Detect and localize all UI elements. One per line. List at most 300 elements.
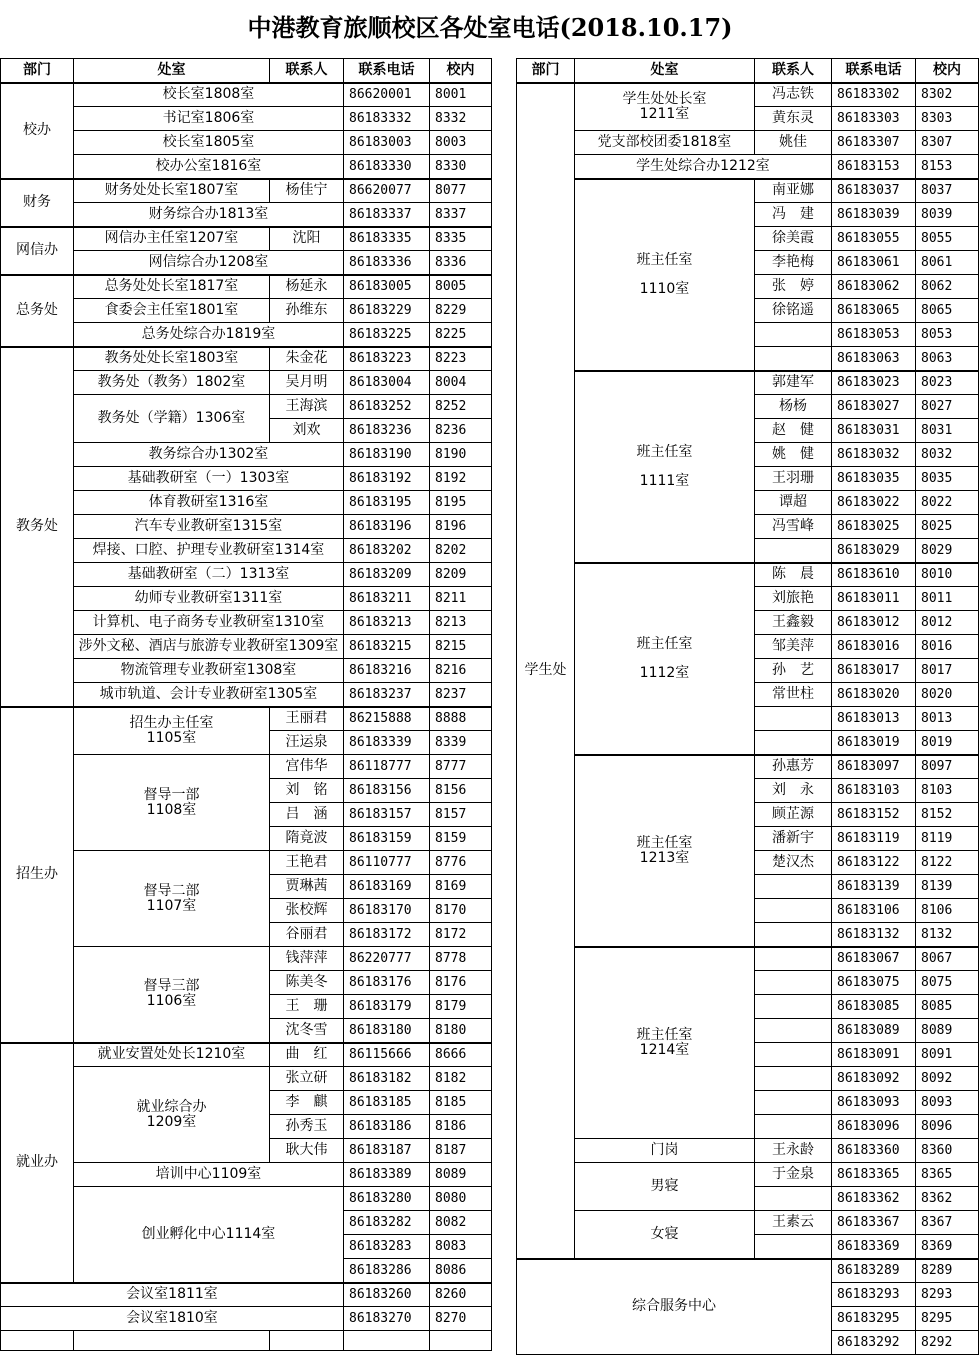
phone-number: 86183093 xyxy=(832,1091,916,1115)
office-cell xyxy=(575,563,755,755)
office-room-line: 1112室 xyxy=(639,664,690,681)
table-row xyxy=(517,1139,979,1163)
extension-number: 8211 xyxy=(430,587,492,611)
office-cell: 网信综合办1208室 xyxy=(74,251,344,275)
office-name-line: 班主任室 xyxy=(636,443,693,460)
contact-person: 孙惠芳 xyxy=(755,755,832,779)
column-header: 联系人 xyxy=(270,59,344,83)
extension-number: 8016 xyxy=(916,635,979,659)
phone-number: 86183055 xyxy=(832,227,916,251)
extension-number: 8003 xyxy=(430,131,492,155)
extension-number: 8215 xyxy=(430,635,492,659)
office-cell: 涉外文秘、酒店与旅游专业教研室1309室 xyxy=(74,635,344,659)
phone-number: 86183332 xyxy=(344,107,430,131)
extension-number: 8004 xyxy=(430,371,492,395)
office-cell: 男寝 xyxy=(575,1163,755,1211)
office-cell xyxy=(74,947,270,1043)
contact-person: 张立研 xyxy=(270,1067,344,1091)
office-cell: 校长室1805室 xyxy=(74,131,344,155)
office-cell: 幼师专业教研室1311室 xyxy=(74,587,344,611)
office-cell: 计算机、电子商务专业教研室1310室 xyxy=(74,611,344,635)
table-row xyxy=(1,707,492,731)
extension-number: 8176 xyxy=(430,971,492,995)
table-row xyxy=(1,947,492,971)
contact-person xyxy=(755,1067,832,1091)
office-cell: 财务处处长室1807室 xyxy=(74,179,270,203)
right-directory-table xyxy=(516,58,979,1355)
extension-number: 8065 xyxy=(916,299,979,323)
office-room-line: 1213室 xyxy=(639,849,690,866)
column-header: 校内 xyxy=(916,59,979,83)
table-row xyxy=(1,1187,492,1211)
phone-number: 86118777 xyxy=(344,755,430,779)
phone-number: 86183157 xyxy=(344,803,430,827)
phone-number: 86183182 xyxy=(344,1067,430,1091)
contact-person xyxy=(755,923,832,947)
contact-person: 王素云 xyxy=(755,1211,832,1235)
phone-number: 86183280 xyxy=(344,1187,430,1211)
phone-number: 86183169 xyxy=(344,875,430,899)
phone-number: 86183172 xyxy=(344,923,430,947)
contact-person: 姚 健 xyxy=(755,443,832,467)
phone-number: 86183103 xyxy=(832,779,916,803)
extension-number: 8307 xyxy=(916,131,979,155)
phone-number: 86183012 xyxy=(832,611,916,635)
extension-number: 8202 xyxy=(430,539,492,563)
phone-number: 86183362 xyxy=(832,1187,916,1211)
table-row xyxy=(1,683,492,707)
table-row xyxy=(1,59,492,83)
office-room-line: 1211室 xyxy=(639,105,690,122)
extension-number: 8032 xyxy=(916,443,979,467)
extension-number: 8132 xyxy=(916,923,979,947)
extension-number: 8092 xyxy=(916,1067,979,1091)
extension-number: 8295 xyxy=(916,1307,979,1331)
extension-number: 8085 xyxy=(916,995,979,1019)
department-cell: 学生处 xyxy=(517,83,575,1259)
office-cell: 体育教研室1316室 xyxy=(74,491,344,515)
department-cell: 教务处 xyxy=(1,347,74,707)
extension-number: 8260 xyxy=(430,1283,492,1307)
phone-number: 86183336 xyxy=(344,251,430,275)
table-row xyxy=(1,251,492,275)
contact-person xyxy=(755,1187,832,1211)
phone-number: 86183170 xyxy=(344,899,430,923)
table-row xyxy=(1,587,492,611)
phone-number: 86183223 xyxy=(344,347,430,371)
phone-number: 86183185 xyxy=(344,1091,430,1115)
contact-person: 宫伟华 xyxy=(270,755,344,779)
phone-number: 86183339 xyxy=(344,731,430,755)
office-cell: 教务处处长室1803室 xyxy=(74,347,270,371)
phone-number: 86183004 xyxy=(344,371,430,395)
table-row xyxy=(1,83,492,107)
extension-number: 8089 xyxy=(916,1019,979,1043)
contact-person: 郭建军 xyxy=(755,371,832,395)
phone-number: 86183065 xyxy=(832,299,916,323)
contact-person: 王艳君 xyxy=(270,851,344,875)
phone-number: 86183337 xyxy=(344,203,430,227)
phone-number: 86183013 xyxy=(832,707,916,731)
phone-number: 86183195 xyxy=(344,491,430,515)
extension-number: 8216 xyxy=(430,659,492,683)
phone-number: 86183190 xyxy=(344,443,430,467)
office-cell: 总务处综合办1819室 xyxy=(74,323,344,347)
extension-number: 8270 xyxy=(430,1307,492,1331)
table-row xyxy=(517,1163,979,1187)
phone-number: 86183213 xyxy=(344,611,430,635)
contact-person: 吴月明 xyxy=(270,371,344,395)
table-row xyxy=(1,611,492,635)
extension-number: 8330 xyxy=(430,155,492,179)
contact-person: 冯志铁 xyxy=(755,83,832,107)
column-header: 部门 xyxy=(517,59,575,83)
column-header: 联系人 xyxy=(755,59,832,83)
phone-number: 86183156 xyxy=(344,779,430,803)
extension-number: 8182 xyxy=(430,1067,492,1091)
phone-number: 86183031 xyxy=(832,419,916,443)
extension-number: 8666 xyxy=(430,1043,492,1067)
office-name-line: 督导一部 xyxy=(143,786,200,803)
contact-person: 王 珊 xyxy=(270,995,344,1019)
extension-number: 8017 xyxy=(916,659,979,683)
phone-number: 86183020 xyxy=(832,683,916,707)
extension-number: 8362 xyxy=(916,1187,979,1211)
extension-number: 8332 xyxy=(430,107,492,131)
phone-number: 86620001 xyxy=(344,83,430,107)
office-room-line: 1108室 xyxy=(146,801,197,818)
extension-number: 8369 xyxy=(916,1235,979,1259)
extension-number: 8156 xyxy=(430,779,492,803)
contact-person: 王永龄 xyxy=(755,1139,832,1163)
extension-number: 8010 xyxy=(916,563,979,587)
contact-person xyxy=(755,1019,832,1043)
office-name-line: 督导三部 xyxy=(143,978,200,995)
table-row xyxy=(1,443,492,467)
office-name-line: 督导二部 xyxy=(143,882,200,899)
contact-person: 黄东灵 xyxy=(755,107,832,131)
office-cell xyxy=(74,851,270,947)
extension-number: 8336 xyxy=(430,251,492,275)
office-name-line: 班主任室 xyxy=(636,251,693,268)
contact-person: 耿大伟 xyxy=(270,1139,344,1163)
phone-number: 86183216 xyxy=(344,659,430,683)
contact-person: 刘欢 xyxy=(270,419,344,443)
office-cell: 学生处综合办1212室 xyxy=(575,155,832,179)
table-row xyxy=(517,947,979,971)
office-cell: 食委会主任室1801室 xyxy=(74,299,270,323)
table-row xyxy=(1,467,492,491)
extension-number: 8229 xyxy=(430,299,492,323)
phone-number: 86215888 xyxy=(344,707,430,731)
extension-number: 8339 xyxy=(430,731,492,755)
extension-number: 8091 xyxy=(916,1043,979,1067)
extension-number: 8053 xyxy=(916,323,979,347)
phone-number: 86183032 xyxy=(832,443,916,467)
extension-number: 8302 xyxy=(916,83,979,107)
office-cell: 党支部校团委1818室 xyxy=(575,131,755,155)
extension-number: 8153 xyxy=(916,155,979,179)
extension-number: 8139 xyxy=(916,875,979,899)
contact-person: 冯 建 xyxy=(755,203,832,227)
phone-number: 86183063 xyxy=(832,347,916,371)
extension-number: 8086 xyxy=(430,1259,492,1283)
meeting-room-cell: 会议室1810室 xyxy=(1,1307,344,1331)
contact-person: 刘旅艳 xyxy=(755,587,832,611)
extension-number: 8195 xyxy=(430,491,492,515)
extension-number: 8196 xyxy=(430,515,492,539)
phone-number: 86183029 xyxy=(832,539,916,563)
contact-person: 吕 涵 xyxy=(270,803,344,827)
extension-number: 8292 xyxy=(916,1331,979,1355)
extension-number: 8027 xyxy=(916,395,979,419)
phone-number: 86183122 xyxy=(832,851,916,875)
phone-number: 86183335 xyxy=(344,227,430,251)
office-room-line: 1107室 xyxy=(146,897,197,914)
phone-number: 86183202 xyxy=(344,539,430,563)
contact-person: 曲 红 xyxy=(270,1043,344,1067)
office-cell: 门岗 xyxy=(575,1139,755,1163)
phone-number: 86183003 xyxy=(344,131,430,155)
phone-number: 86183283 xyxy=(344,1235,430,1259)
contact-person xyxy=(755,995,832,1019)
phone-number: 86183027 xyxy=(832,395,916,419)
office-room-line: 1110室 xyxy=(639,280,690,297)
contact-person: 赵 健 xyxy=(755,419,832,443)
table-row xyxy=(1,851,492,875)
office-room-line: 1209室 xyxy=(146,1113,197,1130)
office-cell: 创业孵化中心1114室 xyxy=(74,1187,344,1283)
contact-person: 常世柱 xyxy=(755,683,832,707)
phone-number: 86183293 xyxy=(832,1283,916,1307)
contact-person: 徐铭遥 xyxy=(755,299,832,323)
table-row xyxy=(1,755,492,779)
office-cell xyxy=(575,371,755,563)
table-row xyxy=(1,155,492,179)
table-row xyxy=(1,1163,492,1187)
phone-number: 86183389 xyxy=(344,1163,430,1187)
contact-person xyxy=(755,707,832,731)
phone-number: 86110777 xyxy=(344,851,430,875)
extension-number: 8005 xyxy=(430,275,492,299)
extension-number: 8011 xyxy=(916,587,979,611)
contact-person: 刘 永 xyxy=(755,779,832,803)
office-cell: 汽车专业教研室1315室 xyxy=(74,515,344,539)
column-header: 部门 xyxy=(1,59,74,83)
phone-number: 86183289 xyxy=(832,1259,916,1283)
contact-person: 顾芷源 xyxy=(755,803,832,827)
phone-number: 86183237 xyxy=(344,683,430,707)
table-row xyxy=(1,515,492,539)
contact-person: 沈阳 xyxy=(270,227,344,251)
extension-number: 8013 xyxy=(916,707,979,731)
contact-person xyxy=(755,1235,832,1259)
extension-number: 8303 xyxy=(916,107,979,131)
contact-person: 王丽君 xyxy=(270,707,344,731)
extension-number: 8190 xyxy=(430,443,492,467)
office-room-line: 1106室 xyxy=(146,993,197,1010)
phone-number: 86183106 xyxy=(832,899,916,923)
left-directory-table xyxy=(0,58,492,1351)
office-cell: 财务综合办1813室 xyxy=(74,203,344,227)
extension-number: 8037 xyxy=(916,179,979,203)
office-name-line: 班主任室 xyxy=(636,635,693,652)
phone-number: 86183330 xyxy=(344,155,430,179)
office-cell xyxy=(575,179,755,371)
office-cell xyxy=(74,707,270,755)
office-cell xyxy=(74,1067,270,1163)
extension-number: 8289 xyxy=(916,1259,979,1283)
office-cell xyxy=(575,83,755,131)
empty-cell xyxy=(1,1331,74,1351)
table-row xyxy=(517,179,979,203)
table-row xyxy=(1,179,492,203)
extension-number: 8103 xyxy=(916,779,979,803)
empty-cell xyxy=(430,1331,492,1351)
department-cell: 总务处 xyxy=(1,275,74,347)
office-room-line: 1111室 xyxy=(639,472,690,489)
contact-person xyxy=(755,971,832,995)
phone-number: 86183282 xyxy=(344,1211,430,1235)
phone-number: 86183286 xyxy=(344,1259,430,1283)
table-row xyxy=(1,1067,492,1091)
extension-number: 8083 xyxy=(430,1235,492,1259)
table-row xyxy=(1,1043,492,1067)
extension-number: 8192 xyxy=(430,467,492,491)
phone-number: 86620077 xyxy=(344,179,430,203)
phone-number: 86183005 xyxy=(344,275,430,299)
contact-person: 潘新宇 xyxy=(755,827,832,851)
extension-number: 8097 xyxy=(916,755,979,779)
table-row xyxy=(1,371,492,395)
contact-person: 南亚娜 xyxy=(755,179,832,203)
phone-number: 86183017 xyxy=(832,659,916,683)
table-row xyxy=(1,107,492,131)
phone-number: 86183023 xyxy=(832,371,916,395)
phone-number: 86183303 xyxy=(832,107,916,131)
contact-person: 杨杨 xyxy=(755,395,832,419)
table-row xyxy=(517,155,979,179)
contact-person: 贾琳茜 xyxy=(270,875,344,899)
office-cell: 城市轨道、会计专业教研室1305室 xyxy=(74,683,344,707)
contact-person xyxy=(755,875,832,899)
phone-number: 86183302 xyxy=(832,83,916,107)
phone-number: 86183011 xyxy=(832,587,916,611)
contact-person: 杨延永 xyxy=(270,275,344,299)
contact-person: 王海滨 xyxy=(270,395,344,419)
extension-number: 8172 xyxy=(430,923,492,947)
extension-number: 8023 xyxy=(916,371,979,395)
office-cell: 基础教研室（一）1303室 xyxy=(74,467,344,491)
contact-person: 楚汉杰 xyxy=(755,851,832,875)
contact-person: 谭超 xyxy=(755,491,832,515)
table-row xyxy=(1,1331,492,1351)
contact-person: 陈 晨 xyxy=(755,563,832,587)
phone-number: 86183016 xyxy=(832,635,916,659)
extension-number: 8252 xyxy=(430,395,492,419)
office-room-line: 1214室 xyxy=(639,1041,690,1058)
extension-number: 8187 xyxy=(430,1139,492,1163)
phone-number: 86183092 xyxy=(832,1067,916,1091)
table-row xyxy=(1,635,492,659)
office-cell xyxy=(74,755,270,851)
table-row xyxy=(1,539,492,563)
extension-number: 8152 xyxy=(916,803,979,827)
phone-number: 86183085 xyxy=(832,995,916,1019)
office-cell: 女寝 xyxy=(575,1211,755,1259)
phone-number: 86183019 xyxy=(832,731,916,755)
extension-number: 8001 xyxy=(430,83,492,107)
extension-number: 8778 xyxy=(430,947,492,971)
phone-number: 86183236 xyxy=(344,419,430,443)
extension-number: 8019 xyxy=(916,731,979,755)
extension-number: 8106 xyxy=(916,899,979,923)
contact-person xyxy=(755,731,832,755)
extension-number: 8020 xyxy=(916,683,979,707)
extension-number: 8067 xyxy=(916,947,979,971)
contact-person xyxy=(755,539,832,563)
contact-person: 孙秀玉 xyxy=(270,1115,344,1139)
department-cell: 校办 xyxy=(1,83,74,179)
contact-person: 汪运泉 xyxy=(270,731,344,755)
extension-number: 8082 xyxy=(430,1211,492,1235)
extension-number: 8169 xyxy=(430,875,492,899)
phone-number: 86183025 xyxy=(832,515,916,539)
table-row xyxy=(517,83,979,107)
office-name-line: 班主任室 xyxy=(636,1026,693,1043)
contact-person: 杨佳宁 xyxy=(270,179,344,203)
contact-person: 李艳梅 xyxy=(755,251,832,275)
phone-number: 86183179 xyxy=(344,995,430,1019)
phone-number: 86115666 xyxy=(344,1043,430,1067)
extension-number: 8335 xyxy=(430,227,492,251)
phone-number: 86183091 xyxy=(832,1043,916,1067)
contact-person: 李 麒 xyxy=(270,1091,344,1115)
contact-person: 刘 铭 xyxy=(270,779,344,803)
extension-number: 8055 xyxy=(916,227,979,251)
extension-number: 8186 xyxy=(430,1115,492,1139)
extension-number: 8093 xyxy=(916,1091,979,1115)
phone-number: 86183053 xyxy=(832,323,916,347)
table-row xyxy=(1,347,492,371)
department-cell: 招生办 xyxy=(1,707,74,1043)
phone-number: 86183062 xyxy=(832,275,916,299)
extension-number: 8031 xyxy=(916,419,979,443)
extension-number: 8360 xyxy=(916,1139,979,1163)
phone-number: 86183260 xyxy=(344,1283,430,1307)
extension-number: 8237 xyxy=(430,683,492,707)
empty-cell xyxy=(74,1331,270,1351)
contact-person xyxy=(755,947,832,971)
table-row xyxy=(517,59,979,83)
contact-person xyxy=(755,323,832,347)
table-row xyxy=(1,395,492,419)
extension-number: 8179 xyxy=(430,995,492,1019)
phone-number: 86183211 xyxy=(344,587,430,611)
phone-number: 86183365 xyxy=(832,1163,916,1187)
extension-number: 8180 xyxy=(430,1019,492,1043)
office-name-line: 学生处处长室 xyxy=(622,90,707,107)
contact-person: 沈冬雪 xyxy=(270,1019,344,1043)
extension-number: 8365 xyxy=(916,1163,979,1187)
column-header: 处室 xyxy=(575,59,755,83)
contact-person xyxy=(755,347,832,371)
phone-number: 86183192 xyxy=(344,467,430,491)
phone-number: 86183096 xyxy=(832,1115,916,1139)
office-cell: 校办公室1816室 xyxy=(74,155,344,179)
table-row xyxy=(1,275,492,299)
extension-number: 8122 xyxy=(916,851,979,875)
